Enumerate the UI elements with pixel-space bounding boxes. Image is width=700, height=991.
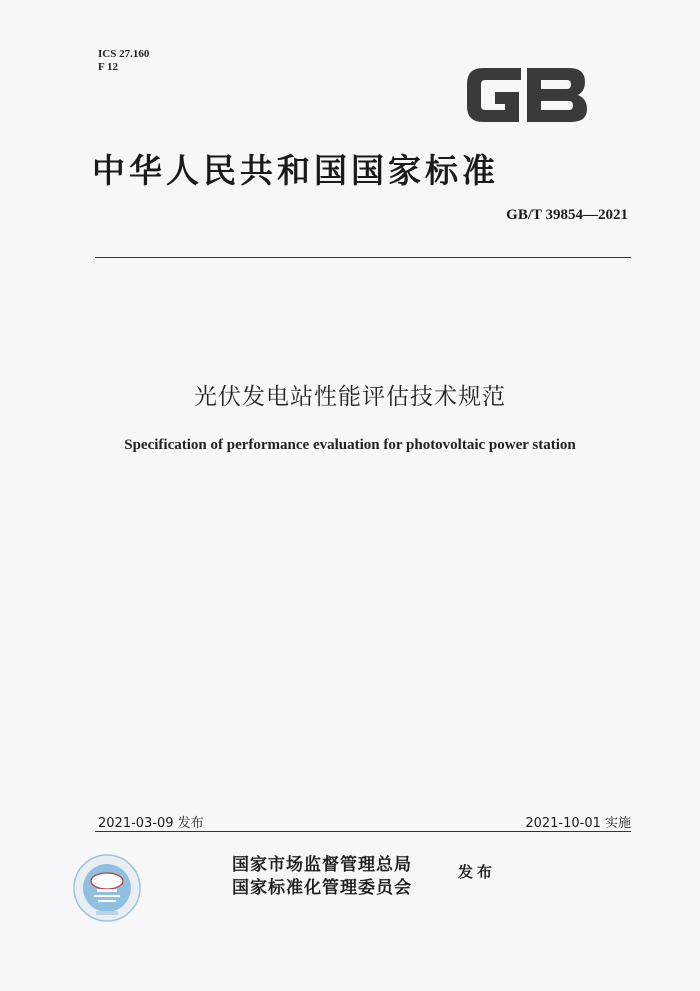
classification-codes [98,48,149,74]
english-title: Specification of performance evaluation for photovoltaic power station [124,437,576,453]
issuer-samr: 国家市场监督管理总局 [232,855,412,875]
national-standard-title: 中华人民共和国国家标准 [92,151,499,190]
certification-seal-icon [72,853,142,923]
implementation-date: 2021-10-01 实施 [525,816,631,831]
standard-number: GB/T 39854—2021 [506,207,628,223]
top-divider [95,257,631,258]
issuer-sac: 国家标准化管理委员会 [232,878,412,898]
gb-logo-icon [461,60,591,130]
issue-date: 2021-03-09 发布 [98,816,204,831]
chinese-title: 光伏发电站性能评估技术规范 [194,384,506,410]
ccs-code: F 12 [98,61,119,73]
bottom-divider [95,831,631,832]
ics-code: ICS 27.160 [98,48,150,60]
publish-label: 发布 [458,863,497,881]
